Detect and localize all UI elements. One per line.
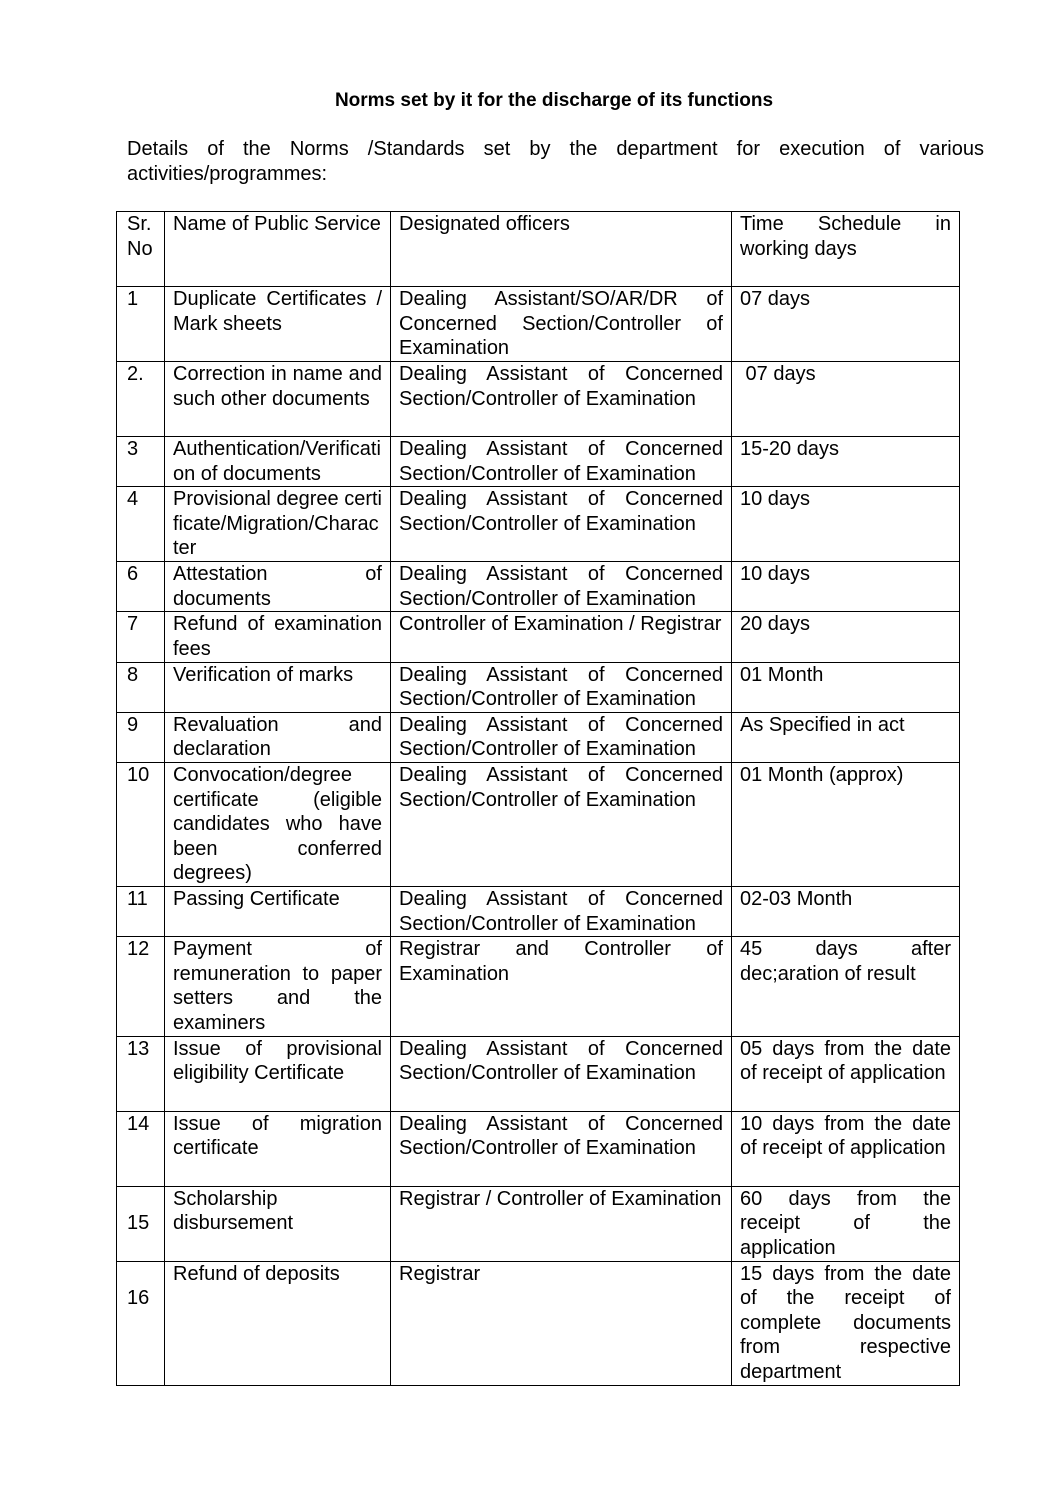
table-row (117, 1261, 960, 1385)
cell-officers: Registrar and Controller of Examination (391, 937, 732, 1036)
document-title: Norms set by it for the discharge of its functions (334, 90, 774, 111)
cell-time: 10 days (732, 487, 960, 562)
norms-table (116, 211, 960, 1386)
header-sr-no: Sr. No (117, 212, 165, 287)
table-row (117, 1111, 960, 1186)
cell-service: Revaluation and declaration (165, 712, 391, 762)
cell-service: Refund of deposits (165, 1261, 391, 1385)
cell-sr: 10 (117, 762, 165, 886)
cell-service: Passing Certificate (165, 886, 391, 936)
cell-sr: 14 (117, 1111, 165, 1186)
table-row (117, 437, 960, 487)
cell-officers: Dealing Assistant of Concerned Section/Controller of Examination (391, 762, 732, 886)
cell-time: 45 days after dec;aration of result (732, 937, 960, 1036)
cell-sr: 11 (117, 886, 165, 936)
header-time: Time Schedule in working days (732, 212, 960, 287)
cell-sr: 1 (117, 287, 165, 362)
table-row (117, 287, 960, 362)
table-row (117, 612, 960, 662)
cell-time: 05 days from the date of receipt of application (732, 1036, 960, 1111)
cell-service: Provisional degree certificate/Migration/Character (165, 487, 391, 562)
cell-time: 01 Month (approx) (732, 762, 960, 886)
cell-service: Issue of migration certificate (165, 1111, 391, 1186)
cell-sr: 13 (117, 1036, 165, 1111)
cell-time: 15 days from the date of the receipt of complete documents from respective department (732, 1261, 960, 1385)
table-row (117, 762, 960, 886)
cell-sr: 8 (117, 662, 165, 712)
cell-sr: 15 (117, 1186, 165, 1261)
table-row (117, 937, 960, 1036)
cell-officers: Dealing Assistant of Concerned Section/Controller of Examination (391, 1036, 732, 1111)
cell-officers: Dealing Assistant of Concerned Section/Controller of Examination (391, 886, 732, 936)
table-row (117, 362, 960, 437)
cell-sr: 7 (117, 612, 165, 662)
cell-time: As Specified in act (732, 712, 960, 762)
cell-officers: Registrar (391, 1261, 732, 1385)
table-row (117, 886, 960, 936)
cell-service: Convocation/degree certificate (eligible candidates who have been conferred degrees) (165, 762, 391, 886)
table-row (117, 1186, 960, 1261)
cell-time: 07 days (732, 287, 960, 362)
cell-officers: Registrar / Controller of Examination (391, 1186, 732, 1261)
cell-officers: Dealing Assistant of Concerned Section/Controller of Examination (391, 362, 732, 437)
cell-sr: 12 (117, 937, 165, 1036)
cell-officers: Dealing Assistant of Concerned Section/Controller of Examination (391, 1111, 732, 1186)
cell-time: 15-20 days (732, 437, 960, 487)
cell-sr: 2. (117, 362, 165, 437)
table-header-row (117, 212, 960, 287)
cell-sr: 3 (117, 437, 165, 487)
cell-officers: Dealing Assistant of Concerned Section/Controller of Examination (391, 562, 732, 612)
cell-officers: Controller of Examination / Registrar (391, 612, 732, 662)
cell-sr: 6 (117, 562, 165, 612)
cell-service: Issue of provisional eligibility Certificate (165, 1036, 391, 1111)
table-row (117, 562, 960, 612)
header-officers: Designated officers (391, 212, 732, 287)
cell-time: 10 days from the date of receipt of application (732, 1111, 960, 1186)
cell-time: 07 days (732, 362, 960, 437)
cell-service: Payment of remuneration to paper setters and the examiners (165, 937, 391, 1036)
cell-service: Duplicate Certificates / Mark sheets (165, 287, 391, 362)
table-row (117, 487, 960, 562)
cell-time: 20 days (732, 612, 960, 662)
cell-service: Scholarship disbursement (165, 1186, 391, 1261)
table-row (117, 1036, 960, 1111)
cell-sr: 16 (117, 1261, 165, 1385)
cell-time: 60 days from the receipt of the application (732, 1186, 960, 1261)
header-service: Name of Public Service (165, 212, 391, 287)
cell-officers: Dealing Assistant of Concerned Section/Controller of Examination (391, 662, 732, 712)
cell-officers: Dealing Assistant of Concerned Section/Controller of Examination (391, 437, 732, 487)
cell-officers: Dealing Assistant/SO/AR/DR of Concerned Section/Controller of Examination (391, 287, 732, 362)
table-row (117, 712, 960, 762)
cell-service: Correction in name and such other documents (165, 362, 391, 437)
cell-time: 10 days (732, 562, 960, 612)
intro-paragraph: Details of the Norms /Standards set by the department for execution of various activities/programmes: (127, 138, 984, 185)
cell-officers: Dealing Assistant of Concerned Section/Controller of Examination (391, 712, 732, 762)
cell-service: Refund of examination fees (165, 612, 391, 662)
cell-time: 01 Month (732, 662, 960, 712)
cell-sr: 4 (117, 487, 165, 562)
table-row (117, 662, 960, 712)
cell-service: Verification of marks (165, 662, 391, 712)
cell-officers: Dealing Assistant of Concerned Section/Controller of Examination (391, 487, 732, 562)
cell-time: 02-03 Month (732, 886, 960, 936)
cell-service: Authentication/Verification of documents (165, 437, 391, 487)
cell-service: Attestation of documents (165, 562, 391, 612)
cell-sr: 9 (117, 712, 165, 762)
